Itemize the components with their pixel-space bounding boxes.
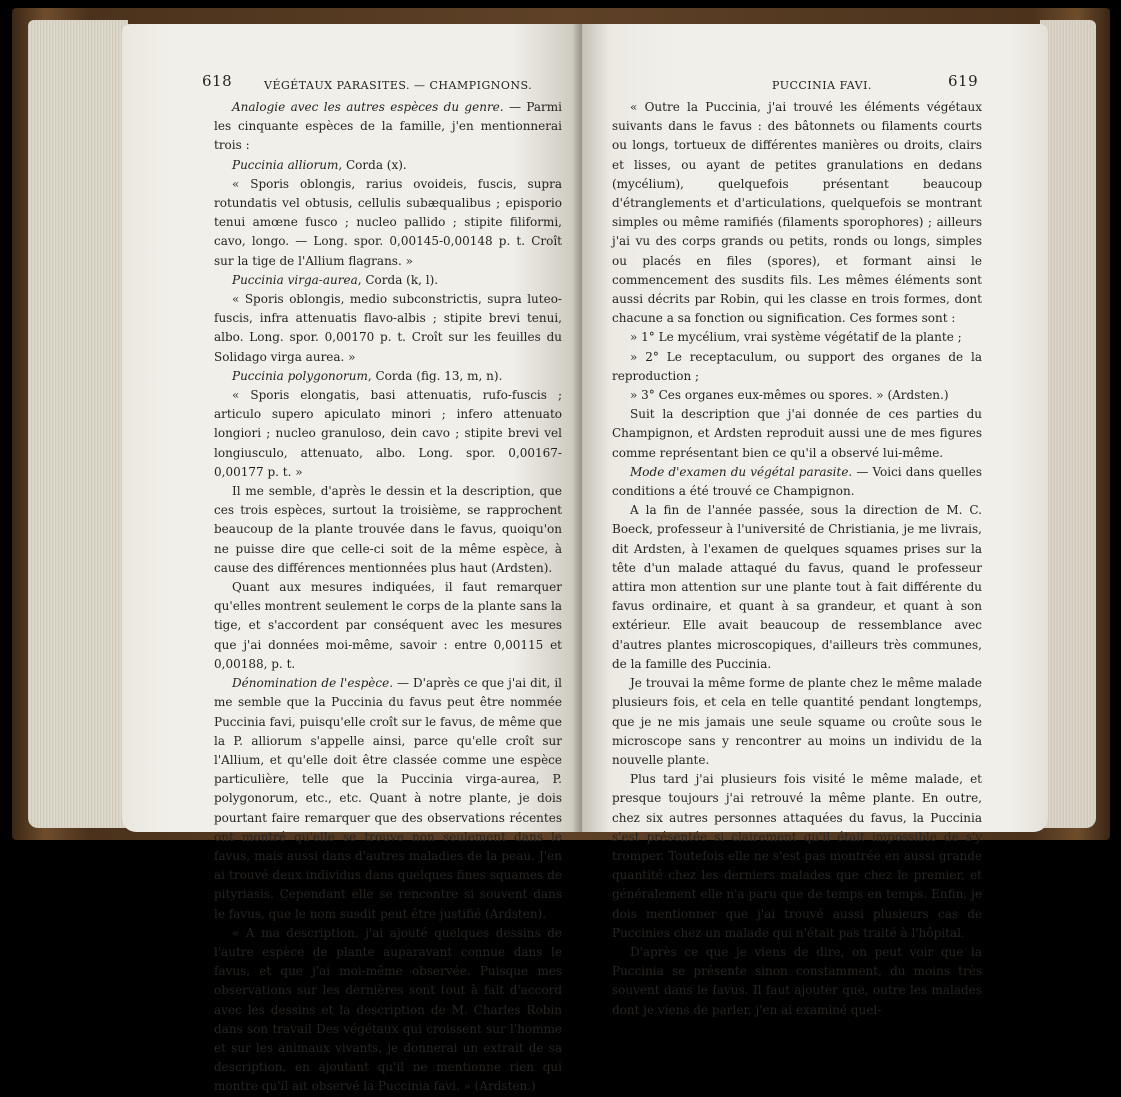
right-page-paragraph: [612, 348, 982, 386]
paragraph-text: — Voici dans quelles conditions a été trouvé ce Champignon.: [612, 464, 982, 499]
page-edges-right: [1040, 20, 1096, 828]
paragraph-text: Plus tard j'ai plusieurs fois visité le même malade, et presque toujours j'ai retrouvé la même plante. En outre, chez six autres personnes attaquées du favus, la Puccinia s'est présentée si clairement qu'il était impossible de s'y tromper. Toutefois elle ne s'est pas montrée en aussi grande quantité chez les derniers malades que chez le premier, et généralement elle n'a paru que de temps en temps. Enfin, je dois mentionner que j'ai trouvé aussi plusieurs cas de Puccinies chez un malade qui n'était pas traité à l'hôpital.: [612, 772, 982, 940]
page-edges-left: [28, 20, 128, 828]
right-page-paragraph: [612, 405, 982, 463]
right-page-paragraph: [612, 674, 982, 770]
paragraph-text: , Corda (fig. 13, m, n).: [367, 368, 503, 383]
left-page-paragraph: [214, 924, 562, 1097]
paragraph-heading: Puccinia virga-aurea: [232, 272, 358, 287]
paragraph-heading: Analogie avec les autres espèces du genre.: [232, 100, 504, 114]
paragraph-text: « Sporis oblongis, medio subconstrictis, supra luteo-fuscis, infra attenuatis flavo-albis ; stipite brevi tenui, albo. Long. spor. 0,00170 p. t. Croît sur les feuilles du Solidago virga aurea. »: [214, 292, 562, 364]
paragraph-text: — D'après ce que j'ai dit, il me semble que la Puccinia du favus peut être nommée Puccinia favi, puisqu'elle croît sur le favus, de même que la P. alliorum s'appelle ainsi, parce qu'elle croît sur l'Allium, et qu'elle doit être classée comme une espèce particulière, telle que la Puccinia virga-aurea, P. polygonorum, etc., etc. Quant à notre plante, je dois pourtant faire remarquer que des observations récentes ont montré qu'elle se trouve non seulement dans le favus, mais aussi dans d'autres maladies de la peau. J'en ai trouvé deux individus dans quelques fines squames de pityriasis. Cependant elle se rencontre si souvent dans le favus, que le nom susdit peut être justifié (Ardsten).: [214, 676, 562, 921]
left-page-paragraph: [214, 578, 562, 674]
paragraph-text: Il me semble, d'après le dessin et la description, que ces trois espèces, surtout la troisième, se rapprochent beaucoup de la plante trouvée dans le favus, quoiqu'on ne puisse dire que celle-ci soit de la même espèce, à cause des différences mentionnées plus haut (Ardsten).: [214, 484, 562, 575]
paragraph-text: « Sporis oblongis, rarius ovoideis, fuscis, supra rotundatis vel obtusis, cellulis subæqualibus ; episporio tenui amœne fusco ; nucleo pallido ; stipite filiformi, cavo, longo. — Long. spor. 0,00145-0,00148 p. t. Croît sur la tige de l'Allium flagrans. »: [214, 176, 562, 268]
paragraph-text: Quant aux mesures indiquées, il faut remarquer qu'elles montrent seulement le corps de la plante sans la tige, et s'accordent par conséquent avec les mesures que j'ai données moi-même, savoir : entre 0,00115 et 0,00188, p. t.: [214, 580, 562, 671]
paragraph-text: Je trouvai la même forme de plante chez le même malade plusieurs fois, et cela en telle quantité pendant longtemps, que je ne mis jamais une seule squame ou croûte sous le microscope sans y rencontrer au moins un individu de la nouvelle plante.: [612, 676, 982, 767]
right-page-paragraph: [612, 328, 982, 347]
left-page-paragraph: [214, 175, 562, 271]
paragraph-text: , Corda (k, l).: [357, 272, 439, 287]
left-running-head: VÉGÉTAUX PARASITES. — CHAMPIGNONS.: [264, 79, 533, 92]
left-page-paragraph: [214, 674, 562, 924]
right-page-paragraph: [612, 501, 982, 674]
paragraph-text: D'après ce que je viens de dire, on peut voir que la Puccinia se présente sinon constamment, du moins très souvent dans le favus. Il faut ajouter que, outre les malades dont je viens de parler, j'en ai examiné quel-: [612, 944, 982, 1017]
paragraph-text: Suit la description que j'ai donnée de ces parties du Champignon, et Ardsten reproduit aussi une de mes figures comme représentant bien ce qu'il a observé lui-même.: [612, 407, 982, 460]
left-page-paragraph: [214, 386, 562, 482]
paragraph-text: , Corda (x).: [338, 157, 407, 172]
paragraph-text: A la fin de l'année passée, sous la direction de M. C. Boeck, professeur à l'université de Christiania, je me livrais, dit Ardsten, à l'examen de quelques squames prises sur la tête d'un malade attaqué du favus, quand le professeur attira mon attention sur une plante tout à fait différente du favus ordinaire, et quant à sa grandeur, et quant à son extérieur. Elle avait beaucoup de ressemblance avec d'autres plantes microscopiques, d'ailleurs très communes, de la famille des Puccinia.: [612, 503, 982, 671]
paragraph-heading: Dénomination de l'espèce.: [232, 676, 394, 691]
paragraph-text: » 1° Le mycélium, vrai système végétatif de la plante ;: [630, 330, 962, 345]
paragraph-heading: Mode d'examen du végétal parasite.: [630, 464, 853, 479]
right-page-paragraph: [612, 463, 982, 501]
right-page-paragraph: [612, 770, 982, 943]
paragraph-text: — Parmi les cinquante espèces de la famille, j'en mentionnerai trois :: [214, 100, 562, 153]
right-page: [582, 24, 1048, 1017]
left-page-paragraph: [214, 367, 562, 386]
left-page-paragraph: [214, 98, 562, 156]
right-page-paragraph: [612, 943, 982, 1020]
paragraph-text: » 3° Ces organes eux-mêmes ou spores. » (Ardsten.): [630, 388, 949, 403]
paragraph-text: » 2° Le receptaculum, ou support des organes de la reproduction ;: [612, 349, 982, 383]
paragraph-heading: Puccinia polygonorum: [232, 368, 368, 383]
paragraph-text: « Sporis elongatis, basi attenuatis, rufo-fuscis ; articulo supero apiculato minori ; infero attenuato longiori ; nucleo granuloso, dein cavo ; stipite brevi vel longiusculo, attenuato, albo. Long. spor. 0,00167-0,00177 p. t. »: [214, 388, 562, 479]
right-page-paragraph: [612, 98, 982, 328]
right-page-header: [594, 72, 979, 92]
right-page-number: 619: [948, 72, 979, 90]
paragraph-heading: Puccinia alliorum: [232, 157, 339, 172]
left-page-paragraph: [214, 290, 562, 367]
right-page-paragraph: [612, 386, 982, 405]
paragraph-text: « A ma description, j'ai ajouté quelques dessins de l'autre espèce de plante auparavant connue dans le favus, et que j'ai moi-même observée. Puisque mes observations sur les dernières sont tout à fait d'accord avec les dessins et la description de M. Charles Robin dans son travail Des végétaux qui croissent sur l'homme et sur les animaux vivants, je donnerai un extrait de sa description, en ajoutant qu'il ne mentionne rien qui montre qu'il ait observé la Puccinia favi. » (Ardsten.): [214, 925, 562, 1094]
left-page-paragraph: [214, 156, 562, 175]
left-page-paragraph: [214, 271, 562, 290]
left-page-header: [202, 72, 562, 92]
left-page-paragraph: [214, 482, 562, 578]
left-page-number: 618: [202, 72, 233, 90]
left-page-text: [214, 98, 562, 1097]
left-page: [122, 24, 582, 1094]
right-running-head: PUCCINIA FAVI.: [772, 79, 872, 92]
paragraph-text: « Outre la Puccinia, j'ai trouvé les éléments végétaux suivants dans le favus : des bâtonnets ou filaments courts ou longs, tortueux de différentes manières ou droits, clairs et lisses, ou ayant de petites granulations en dedans (mycélium), quelquefois présentant beaucoup d'étranglements et d'articulations, quelquefois se montrant simples ou même ramifiés (filaments sporophores) ; ailleurs j'ai vu des corps grands ou petits, ronds ou longs, simples ou placés en files (spores), et formant ainsi le commencement des susdits fils. Les mêmes éléments sont aussi décrits par Robin, qui les classe en trois formes, dont chacune a sa fonction ou signification. Ces formes sont :: [612, 100, 982, 326]
right-page-text: [612, 98, 982, 1020]
